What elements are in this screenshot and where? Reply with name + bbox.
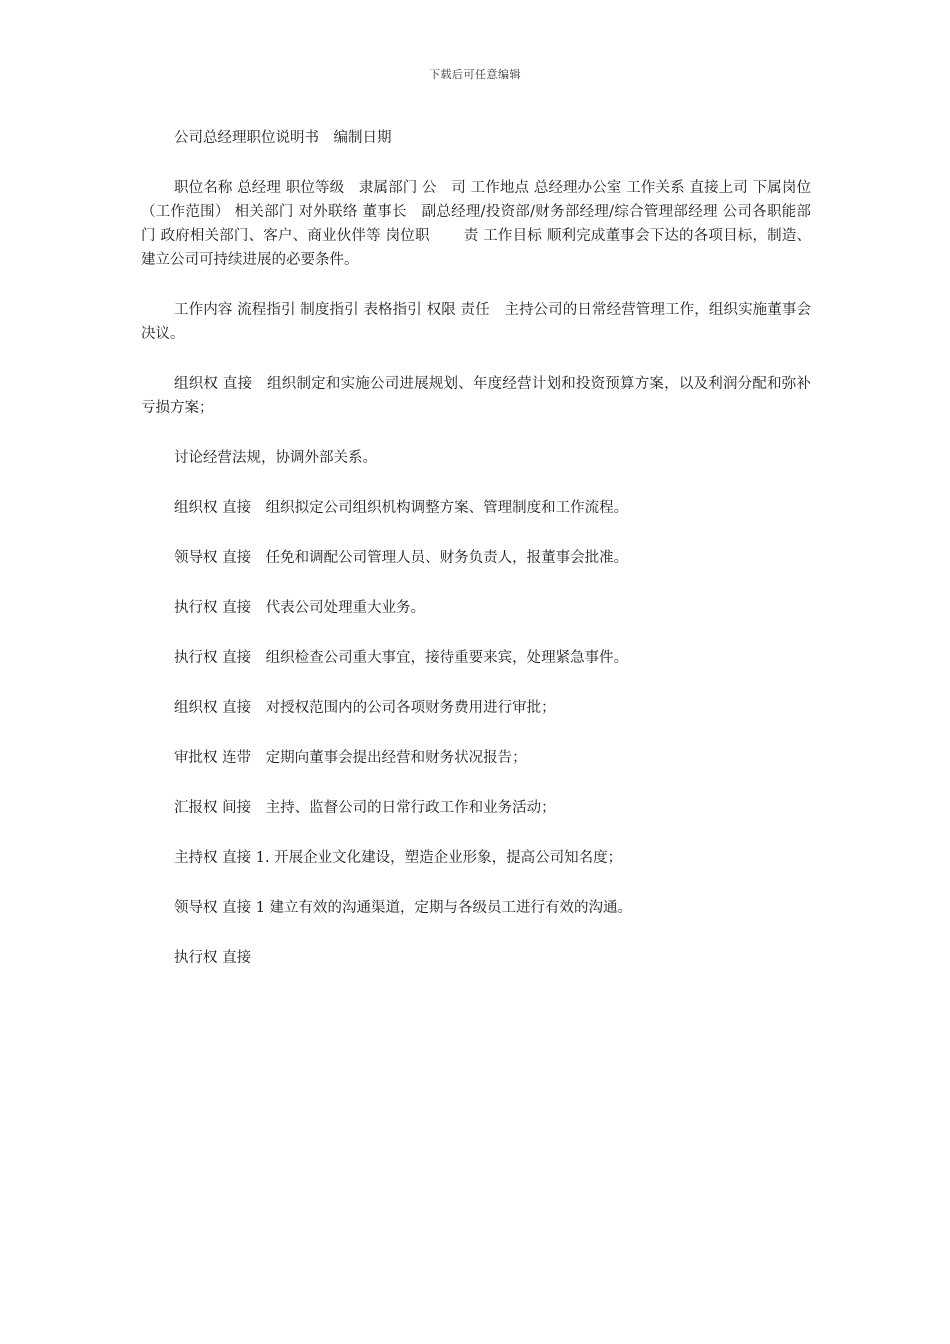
paragraph-duty: 汇报权 间接 主持、监督公司的日常行政工作和业务活动；: [174, 800, 556, 816]
paragraph-duty: 组织权 直接 组织拟定公司组织机构调整方案、管理制度和工作流程。: [174, 500, 629, 516]
paragraph-duty: 组织权 直接 组织制定和实施公司进展规划、年度经营计划和投资预算方案，以及利润分配和弥补亏损方案；: [141, 376, 811, 416]
document-title: 公司总经理职位说明书 编制日期: [174, 130, 392, 146]
paragraph-duty: 领导权 直接 任免和调配公司管理人员、财务负责人，报董事会批准。: [174, 550, 629, 566]
document-body: [141, 126, 811, 996]
paragraph-duty: 审批权 连带 定期向董事会提出经营和财务状况报告；: [174, 750, 527, 766]
paragraph-duty: 执行权 直接 组织检查公司重大事宜，接待重要来宾，处理紧急事件。: [174, 650, 629, 666]
paragraph-duty: 组织权 直接 对授权范围内的公司各项财务费用进行审批；: [174, 700, 556, 716]
paragraph-duty: 执行权 直接 代表公司处理重大业务。: [174, 600, 426, 616]
header-note: 下载后可任意编辑: [429, 68, 521, 81]
paragraph-job-info: 职位名称 总经理 职位等级 隶属部门 公 司 工作地点 总经理办公室 工作关系 直接上司 下属岗位（工作范围） 相关部门 对外联络 董事长 副总经理/投资部/财务部经理/综合管理部经理 公司各职能部门 政府相关部门、客户、商业伙伴等 岗位职 责 工作目标 顺利完成董事会下达的各项目标，制造、建立公司可持续进展的必要条件。: [141, 180, 811, 268]
paragraph-work-content: 工作内容 流程指引 制度指引 表格指引 权限 责任 主持公司的日常经营管理工作，组织实施董事会决议。: [141, 302, 811, 342]
paragraph-duty: 讨论经营法规，协调外部关系。: [174, 450, 377, 466]
paragraph-duty: 执行权 直接: [174, 950, 252, 966]
paragraph-duty: 主持权 直接 1. 开展企业文化建设，塑造企业形象，提高公司知名度；: [174, 850, 623, 866]
paragraph-duty: 领导权 直接 1 建立有效的沟通渠道，定期与各级员工进行有效的沟通。: [174, 900, 633, 916]
